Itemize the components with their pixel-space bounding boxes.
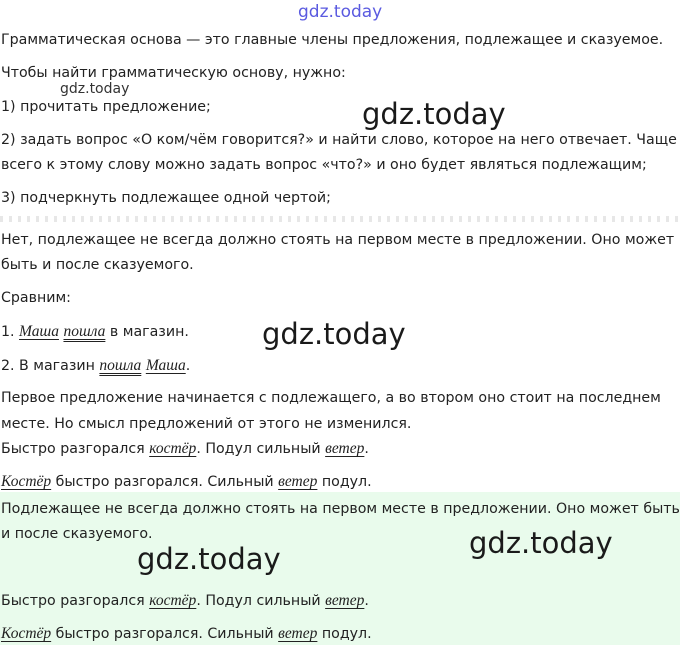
example-end: . [364,593,369,609]
step-2-line-2: всего к этому слову можно задать вопрос «что?» и оно будет являться подлежащим; [1,157,647,173]
example-number: 1. [1,324,20,340]
example-prefix: 2. В магазин [1,358,100,374]
green-line-1: Подлежащее не всегда должно стоять на первом месте в предложении. Оно может быть [1,501,680,517]
explain-line-1: Первое предложение начинается с подлежащего, а во втором оно стоит на последнем [1,390,661,406]
watermark-bottom-left: gdz.today [137,542,281,576]
example-prefix: Быстро разгорался [1,593,150,609]
answer-line-2: быть и после сказуемого. [1,257,194,273]
example-6 [1,621,676,647]
subject-word: костёр [149,440,197,457]
step-1: 1) прочитать предложение; [1,99,211,115]
example-5 [1,588,676,614]
subject-word: ветер [278,473,318,490]
example-middle: . Подул сильный [196,593,326,609]
watermark-center: gdz.today [362,97,506,131]
step-2-line-1: 2) задать вопрос «О ком/чём говорится?» и найти слово, которое на него отвечает. Чаще [1,132,677,148]
watermark-top: gdz.today [298,2,383,22]
example-end: . [364,441,369,457]
subject-word: Маша [145,357,186,374]
watermark-small: gdz.today [60,81,130,97]
subject-word: ветер [325,592,365,609]
subject-word: Костёр [1,473,52,490]
step-3: 3) подчеркнуть подлежащее одной чертой; [1,190,331,206]
example-3 [1,436,676,462]
steps-intro: Чтобы найти грамматическую основу, нужно: [1,65,346,81]
subject-word: Маша [19,323,59,340]
example-end: подул. [317,474,372,490]
cut-off-line [0,216,680,222]
example-end: подул. [317,626,372,642]
subject-word: ветер [325,440,365,457]
predicate-word: пошла [63,323,106,340]
subject-word: ветер [278,625,318,642]
example-middle: . Подул сильный [196,441,326,457]
answer-line-1: Нет, подлежащее не всегда должно стоять на первом месте в предложении. Оно может [1,232,675,248]
example-4 [1,469,676,495]
example-1 [1,319,676,345]
example-end: . [185,358,191,374]
green-line-2: и после сказуемого. [1,526,153,542]
compare-label: Сравним: [1,290,71,306]
explain-line-2: месте. Но смысл предложений от этого не изменился. [1,416,412,432]
subject-word: Костёр [1,625,52,642]
example-rest: в магазин. [105,324,189,340]
example-middle: быстро разгорался. Сильный [51,626,279,642]
example-middle: быстро разгорался. Сильный [51,474,279,490]
watermark-bottom-right: gdz.today [469,526,613,560]
subject-word: костёр [149,592,197,609]
example-prefix: Быстро разгорался [1,441,150,457]
watermark-middle: gdz.today [262,317,406,351]
predicate-word: пошла [99,357,142,374]
definition-text: Грамматическая основа — это главные члены предложения, подлежащее и сказуемое. [1,32,664,48]
example-2 [1,353,676,379]
